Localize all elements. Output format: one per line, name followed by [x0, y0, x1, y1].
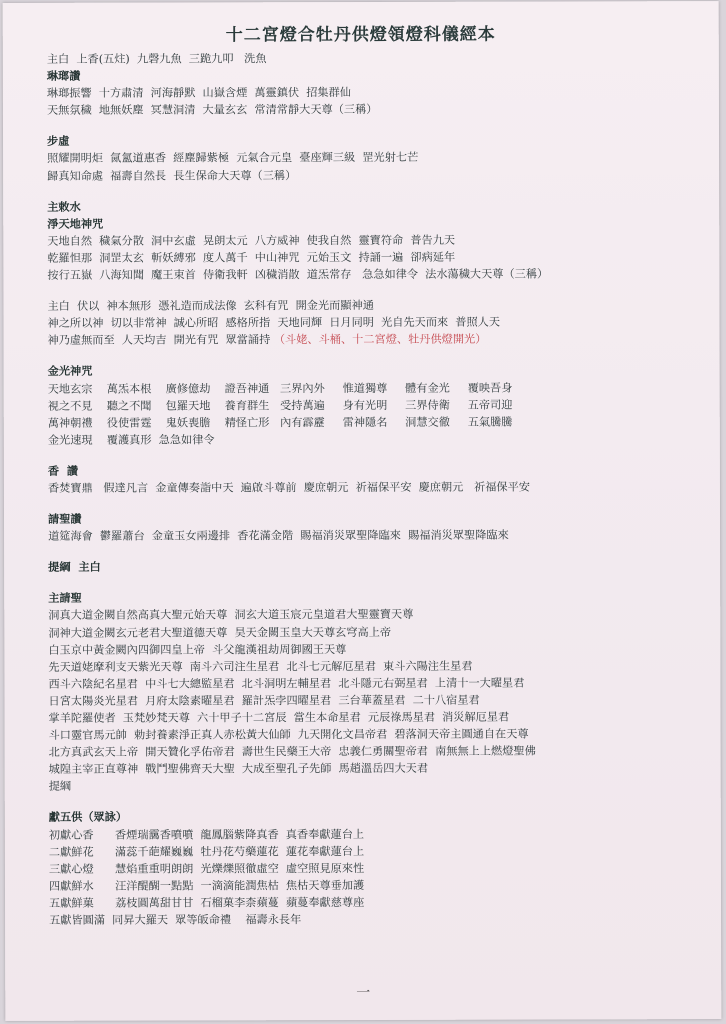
scripture-body [47, 49, 713, 929]
scripture-line [48, 606, 712, 625]
line-text: 洞真大道金闕自然高真大聖元始天尊 洞玄大道玉宸元皇道君大聖靈寶天尊 [48, 608, 414, 623]
line-text: 香焚寶鼎 假達凡言 金童傳奏詣中天 遍啟斗尊前 慶庶朝元 祈福保平安 慶庶朝元 祈福保平安 [47, 480, 530, 495]
scripture-line [47, 296, 711, 315]
line-text: 按行五嶽 八海知聞 魔王束首 侍衛我軒 凶穢消散 道炁常存 急急如律令 法水蕩穢大天尊（三稱） [47, 267, 549, 282]
scripture-line [49, 725, 713, 744]
scripture-line [48, 691, 712, 710]
line-text: 四獻鮮水 汪洋醍醐一點點 一滴滴能潤焦枯 焦枯天尊垂加護 [48, 878, 365, 893]
line-text: 神之所以神 切以非常神 誠心所昭 感格所指 天地同輝 日月同明 光自先天而來 普照人天 [47, 315, 501, 331]
scripture-line [48, 413, 712, 432]
scripture-line [49, 859, 713, 878]
scripture-line [47, 231, 711, 250]
line-text: 萬神朝禮 役使雷霆 鬼妖喪膽 精怪亡形 內有霹靂 雷神隱名 洞慧交徹 五氣騰騰 [47, 415, 513, 430]
line-text: 照耀開明炬 氤氳道惠香 經塵歸紫極 元氣合元皇 臺座輝三級 罡光射七芒 [47, 151, 419, 166]
line-text: 主白 伏以 神本無形 憑礼造而成法像 玄科有咒 開金光而顯神通 [47, 299, 374, 313]
line-text: 神乃虛無而至 人天均吉 開光有咒 眾當誦持 [47, 333, 274, 348]
scripture-line [49, 893, 713, 912]
scripture-line [48, 640, 712, 659]
section-heading: 淨天地神咒 [47, 216, 104, 231]
line-text: 斗口靈官馬元帥 勅封養素淨正真人赤松黃大仙師 九天開化文昌帝君 碧落洞天帝主圓通自在天尊 [48, 727, 529, 742]
line-text: 五獻皆圓滿 同昇大羅天 眾等皈命禮 福壽永長年 [49, 913, 302, 927]
scripture-line [47, 83, 711, 102]
line-text: 北方真武玄天上帝 開天贊化孚佑帝君 壽世生民藥王大帝 忠義仁勇關聖帝君 南無無上上燃燈聖佛 [48, 744, 536, 760]
line-text: 五獻鮮菓 荔枝圓萬甜甘甘 石榴菓李柰蘋蔓 蘋蔓奉獻慈尊座 [49, 895, 365, 910]
line-text: 白玉京中黃金闕內四御四皇上帝 斗父龍漢祖劫周御國王天尊 [48, 642, 347, 657]
scripture-line [48, 526, 712, 545]
section-heading: 獻五供（眾詠） [48, 810, 128, 825]
line-text: 日宮太陽炎光星君 月府太陰素曜星君 羅計炁孛四曜星君 三台華蓋星君 二十八宿星君 [48, 693, 480, 708]
section-heading: 琳瑯讚 [46, 68, 81, 83]
line-text: 天無氛穢 地無妖塵 冥慧洞清 大量玄玄 常清常靜大天尊（三稱） [46, 103, 378, 118]
line-text: 乾羅怛那 洞罡太玄 斬妖縛邪 度人萬千 中山神咒 元始玉文 持誦一遍 卻病延年 [47, 250, 456, 265]
section-heading: 香 讚 [47, 463, 79, 478]
scripture-line [48, 674, 712, 693]
scripture-line [47, 149, 711, 168]
line-text: 琳瑯振響 十方肅清 河海靜默 山嶽含煙 萬靈鎮伏 招集群仙 [46, 86, 352, 101]
scripture-line [48, 330, 712, 349]
scripture-page [3, 1, 722, 1021]
line-text: 洞神大道金闕玄元老君大聖道德天尊 昊天金闕玉皇大天尊玄穹高上帝 [48, 625, 392, 640]
scripture-line [47, 248, 711, 267]
line-text: 天地自然 穢氣分散 洞中玄虛 晃朗太元 八方威神 使我自然 靈寶符命 普告九天 [47, 233, 456, 248]
line-text: 主白 上香(五炷) 九磬九魚 三跪九叩 洗魚 [46, 52, 267, 66]
scripture-line [48, 430, 712, 449]
line-text: 金光速現 覆護真形 急急如律令 [47, 433, 215, 447]
line-text: 視之不見 聽之不聞 包羅天地 養育群生 受持萬遍 身有光明 三界侍衛 五帝司迎 [47, 398, 513, 413]
line-text: 提綱 [48, 780, 72, 794]
line-text: 歸真知命處 福壽自然長 長生保命大天尊（三稱） [47, 168, 297, 183]
line-text: 西斗六陰紀名星君 中斗七大總監星君 北斗洞明左輔星君 北斗隱元右弼星君 上清十一大曜星君 [48, 676, 525, 691]
line-text: 二獻鮮花 滿蕊千葩耀巍巍 牡丹花芍藥蓮花 蓮花奉獻蓮台上 [48, 844, 365, 859]
scripture-line [49, 759, 713, 778]
scripture-line [49, 842, 713, 861]
line-text: 三獻心燈 慧焰重重明朗朗 光爍爍照徹虛空 虛空照見原來性 [48, 861, 365, 876]
scripture-line [49, 825, 713, 844]
scripture-line [49, 742, 713, 761]
scripture-line [49, 910, 713, 929]
scripture-line [48, 623, 712, 642]
section-heading: 主請聖 [48, 591, 82, 606]
scripture-line [47, 49, 711, 68]
scripture-line [47, 166, 711, 185]
line-text: 城隍主宰正直尊神 戰鬥聖佛齊天大聖 大成至聖孔子先師 馬趙溫岳四大天君 [48, 762, 429, 777]
page-number: 一 [356, 984, 371, 1002]
scripture-line [47, 265, 711, 284]
line-text: 掌羊陀羅使者 玉梵妙梵天尊 六十甲子十二宮辰 當生本命星君 元辰祿馬星君 消災解厄星君 [48, 710, 510, 725]
document-title: 十二宮燈合牡丹供燈領燈科儀經本 [225, 24, 496, 46]
scripture-line [49, 708, 713, 727]
line-text: 道筵海會 鬱羅蕭台 金童玉女兩邊排 香花滿金階 賜福消災眾聖降臨來 賜福消災眾聖降臨來 [48, 528, 509, 543]
section-heading: 金光神咒 [47, 364, 93, 379]
scripture-line [49, 876, 713, 895]
scripture-line [47, 100, 711, 119]
line-text: 天地玄宗 萬炁本根 廣修億劫 證吾神通 三界內外 惟道獨尊 體有金光 覆映吾身 [47, 381, 513, 396]
section-heading: 主敕水 [47, 199, 81, 214]
scripture-line [49, 776, 713, 795]
scripture-line [48, 379, 712, 398]
red-annotation: （斗姥、斗桶、十二宮燈、牡丹供燈開光） [273, 332, 487, 347]
scripture-line [48, 478, 712, 497]
section-heading: 請聖讚 [48, 511, 82, 526]
scripture-line [48, 396, 712, 415]
section-heading: 步虛 [47, 134, 70, 149]
line-text: 初獻心香 香煙瑞靄香噴噴 龍鳳腦紫降真香 真香奉獻蓮台上 [48, 827, 365, 842]
section-heading: 提綱 主白 [48, 559, 101, 575]
line-text: 先天道姥摩利支天紫光天尊 南斗六司注生星君 北斗七元解厄星君 東斗六陽注生星君 [48, 659, 473, 674]
scripture-line [47, 313, 711, 332]
scripture-line [48, 657, 712, 676]
